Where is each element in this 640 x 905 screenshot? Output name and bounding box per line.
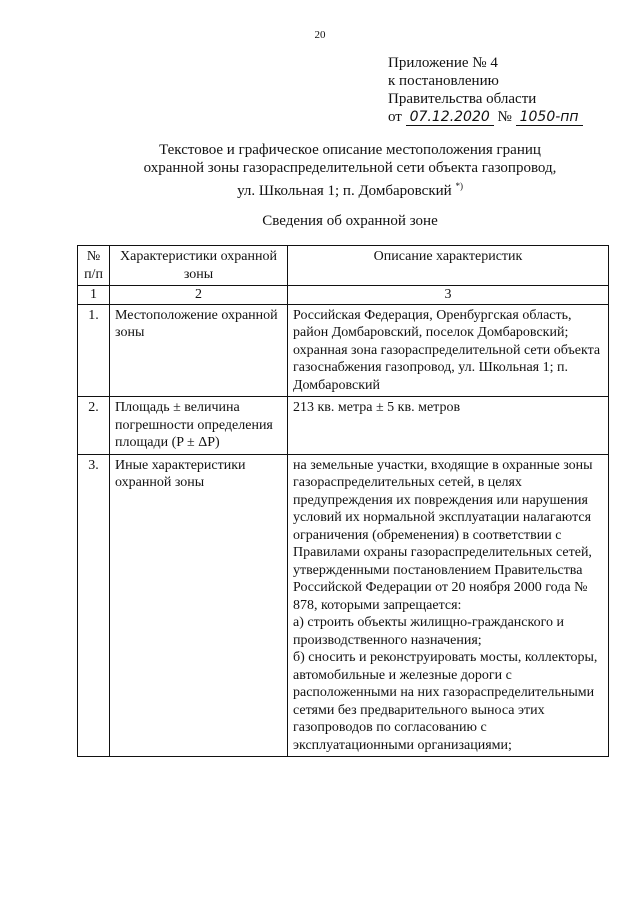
appendix-header	[388, 54, 583, 126]
row-description: Российская Федерация, Оренбургская область, район Домбаровский, поселок Домбаровский; охранная зона газораспределительной сети объекта газоснабжения газопровод, ул. Школьная 1; п. Домбаровский	[288, 304, 609, 397]
row-characteristic: Иные характеристики охранной зоны	[110, 454, 288, 757]
number-label: №	[497, 109, 512, 125]
row-description	[288, 454, 609, 757]
from-label: от	[388, 109, 402, 125]
table-row	[78, 454, 609, 757]
header-num: № п/п	[78, 246, 110, 286]
title-line-2: охранной зоны газораспределительной сети объекта газопровод,	[143, 160, 557, 176]
row-num: 3.	[78, 454, 110, 757]
column-number: 3	[288, 286, 609, 305]
appendix-date-line	[388, 108, 583, 126]
header-characteristic: Характеристики охранной зоны	[110, 246, 288, 286]
document-title	[0, 141, 640, 200]
row-num: 1.	[78, 304, 110, 397]
protection-zone-table	[77, 245, 609, 757]
table-row	[78, 397, 609, 455]
title-line-1: Текстовое и графическое описание местоположения границ	[159, 142, 541, 158]
column-number: 2	[110, 286, 288, 305]
footnote-mark: *)	[455, 181, 463, 191]
column-number: 1	[78, 286, 110, 305]
appendix-line-1: Приложение № 4	[388, 55, 498, 71]
row-characteristic: Местоположение охранной зоны	[110, 304, 288, 397]
section-title: Сведения об охранной зоне	[262, 213, 438, 229]
title-line-3: ул. Школьная 1; п. Домбаровский *)	[237, 181, 463, 199]
description-text: на земельные участки, входящие в охранные зоны газораспределительных сетей, в целях предупреждения их повреждения или нарушения условий их нормальной эксплуатации налагаются ограничения (обременения) в соответствии с Правилами охраны газораспределительных сетей, утвержденными постановлением Правительства Российской Федерации от 20 ноября 2000 года № 878, которыми запрещается:	[293, 457, 593, 613]
column-number-row	[78, 286, 609, 305]
table-header-row	[78, 246, 609, 286]
row-description: 213 кв. метра ± 5 кв. метров	[288, 397, 609, 455]
row-num: 2.	[78, 397, 110, 455]
page-number: 20	[314, 29, 326, 41]
appendix-line-2: к постановлению	[388, 73, 499, 89]
appendix-line-3: Правительства области	[388, 91, 537, 107]
handwritten-number: 1050-пп	[516, 110, 583, 126]
handwritten-date: 07.12.2020	[406, 110, 494, 126]
table-row	[78, 304, 609, 397]
restriction-item: б) сносить и реконструировать мосты, коллекторы, автомобильные и железные дороги с расположенными на них газораспределительными сетями без предварительного выноса этих газопроводов по согласованию с эксплуатационными организациями;	[293, 650, 598, 753]
header-description: Описание характеристик	[288, 246, 609, 286]
restriction-item: а) строить объекты жилищно-гражданского и производственного назначения;	[293, 615, 564, 648]
row-characteristic: Площадь ± величина погрешности определения площади (P ± ΔP)	[110, 397, 288, 455]
